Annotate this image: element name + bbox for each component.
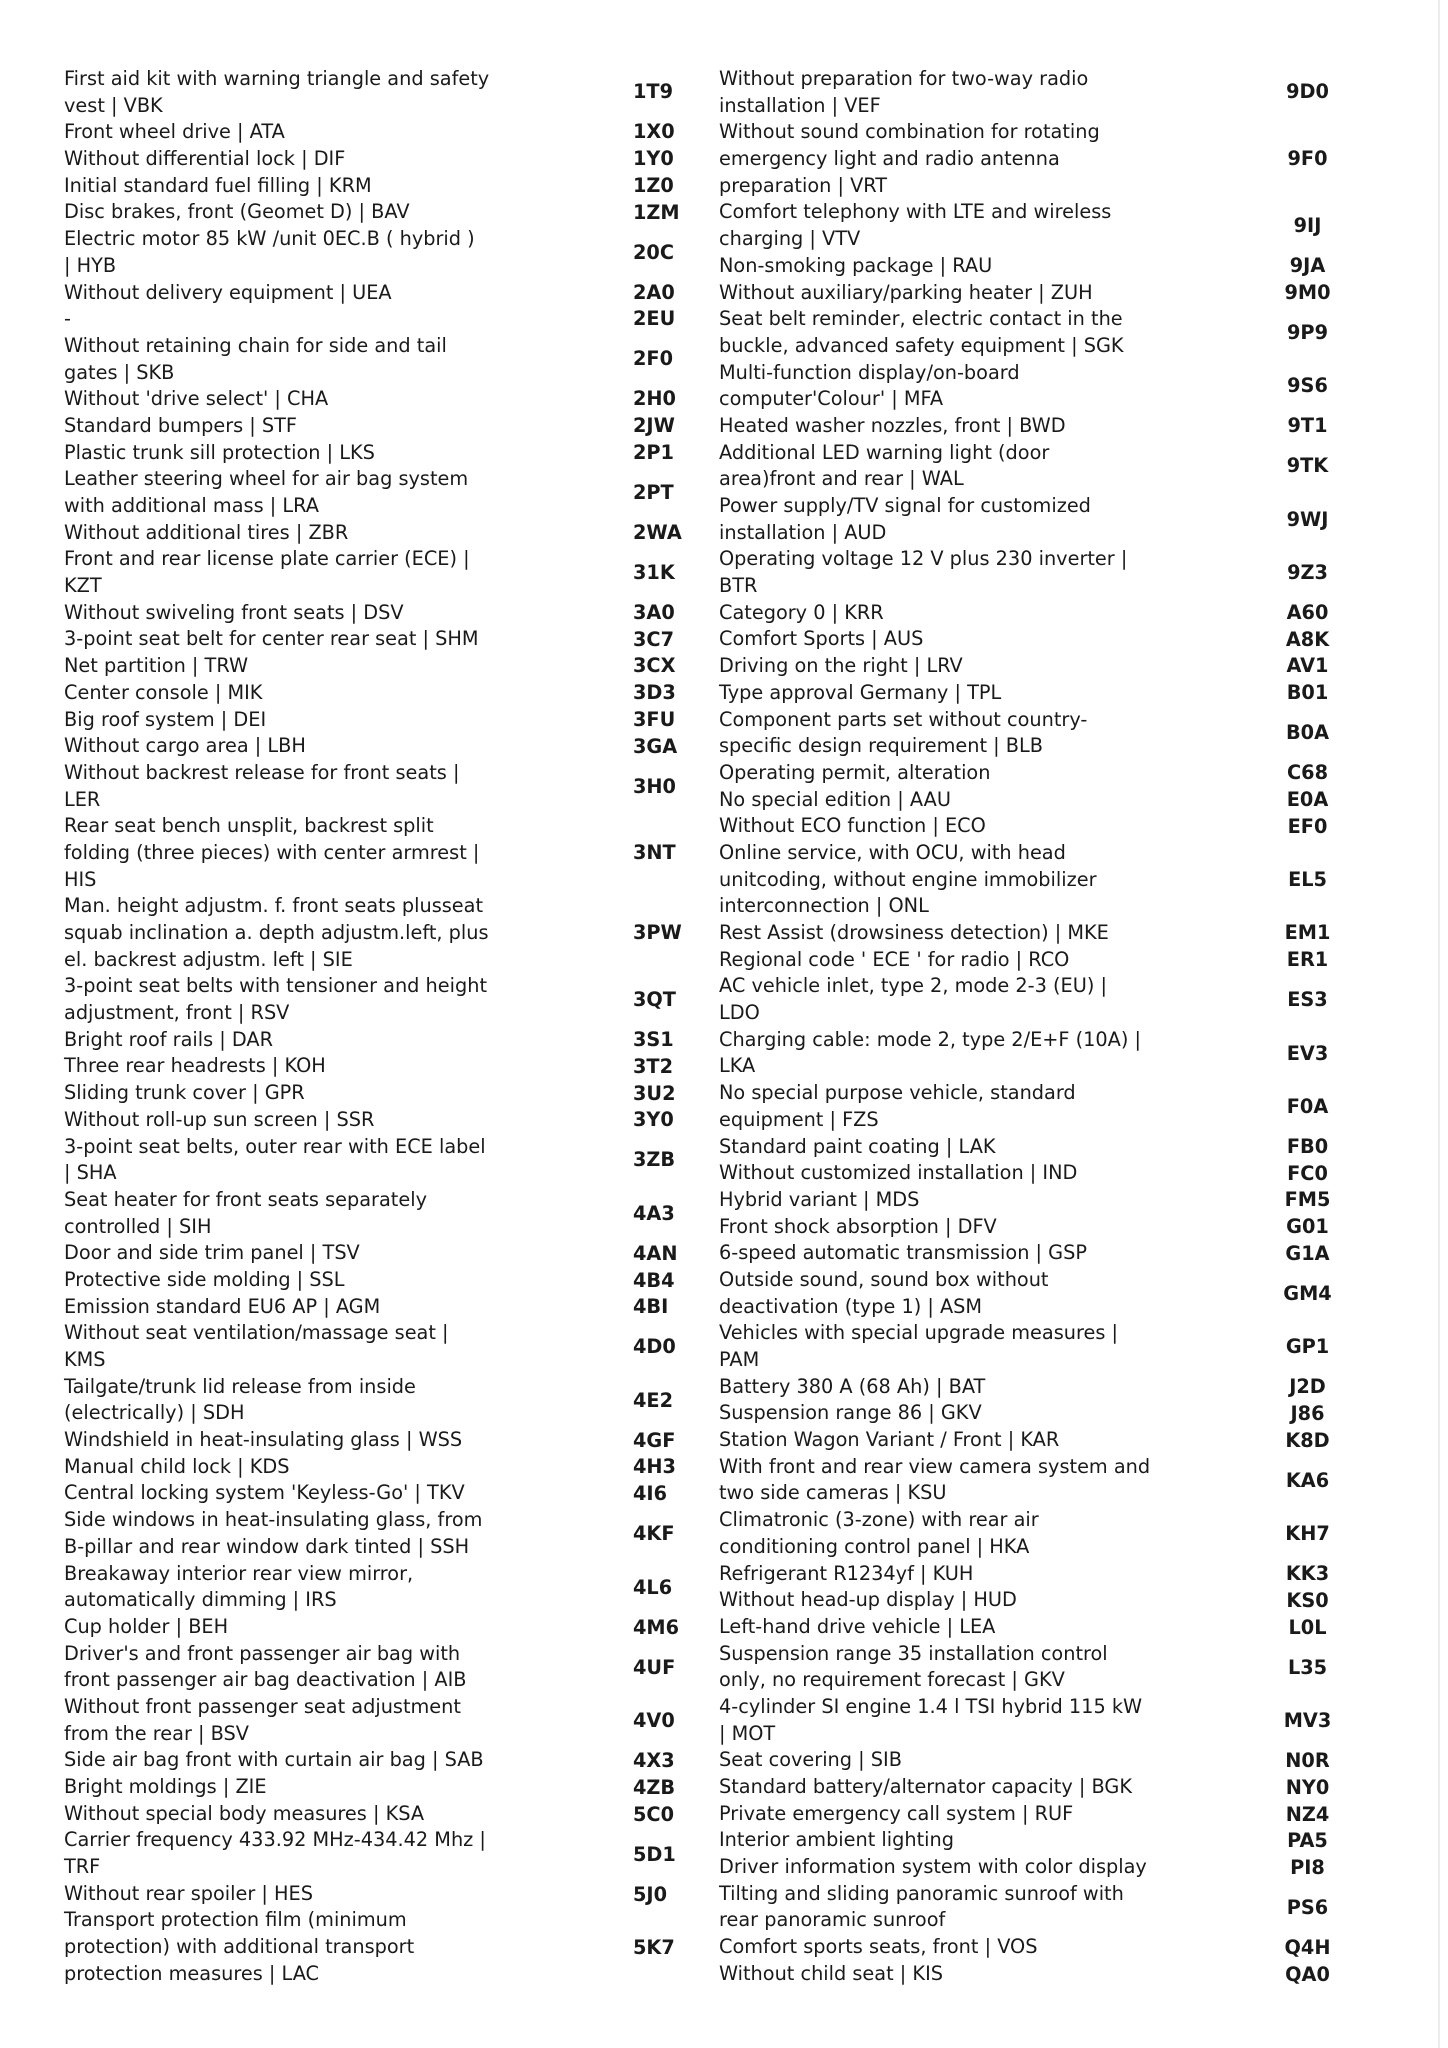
option-description-line: Without preparation for two-way radio — [719, 67, 1089, 90]
option-description-line: Online service, with OCU, with head — [719, 840, 1066, 864]
option-description-line: 3-point seat belts with tensioner and height — [64, 974, 488, 998]
option-code: KS0 — [1286, 1588, 1329, 1612]
option-code: 3S1 — [633, 1028, 674, 1052]
option-description-line: Without backrest release for front seats | — [64, 760, 460, 784]
option-description-line: AC vehicle inlet, type 2, mode 2-3 (EU) | — [719, 974, 1107, 998]
option-description-line: Plastic trunk sill protection | LKS — [64, 440, 375, 464]
option-code: 9IJ — [1293, 213, 1322, 237]
option-description-line: gates | SKB — [64, 360, 175, 384]
option-description-line: Without customized installation | IND — [719, 1161, 1078, 1185]
option-code: 4A3 — [633, 1201, 675, 1225]
option-description-line: Driving on the right | LRV — [719, 654, 963, 678]
option-description-line: Component parts set without country- — [719, 707, 1088, 731]
option-code: 9D0 — [1286, 80, 1329, 104]
option-code: 9JA — [1289, 253, 1326, 277]
option-description-line: Without roll-up sun screen | SSR — [64, 1107, 375, 1131]
option-description-line: Without 'drive select' | CHA — [64, 387, 329, 411]
option-description-line: Seat covering | SIB — [719, 1748, 902, 1772]
option-code: KA6 — [1285, 1468, 1330, 1492]
option-code: 4H3 — [633, 1455, 676, 1479]
option-description-line: Emission standard EU6 AP | AGM — [64, 1294, 381, 1318]
option-description-line: specific design requirement | BLB — [719, 734, 1043, 758]
option-code: 3C7 — [633, 627, 674, 651]
option-description-line: 3-point seat belt for center rear seat | SHM — [64, 627, 479, 651]
option-description-line: buckle, advanced safety equipment | SGK — [719, 333, 1124, 357]
option-description-line: Private emergency call system | RUF — [719, 1801, 1074, 1825]
option-description-line: Comfort telephony with LTE and wireless — [719, 200, 1112, 224]
option-code: A8K — [1285, 627, 1330, 651]
option-description-line: installation | AUD — [719, 520, 887, 544]
option-description-line: Without retaining chain for side and tail — [64, 333, 447, 357]
option-code: 9M0 — [1284, 280, 1331, 304]
option-description-line: LKA — [719, 1054, 756, 1078]
option-code: 4V0 — [633, 1709, 675, 1733]
option-description-line: Vehicles with special upgrade measures | — [719, 1321, 1119, 1345]
option-code: 1Z0 — [633, 173, 674, 197]
option-description-line: Left-hand drive vehicle | LEA — [719, 1614, 996, 1638]
option-description-line: | HYB — [64, 253, 117, 277]
option-code: L35 — [1287, 1655, 1328, 1679]
option-description-line: Sliding trunk cover | GPR — [64, 1081, 305, 1105]
option-description-line: Manual child lock | KDS — [64, 1454, 290, 1478]
option-description-line: Tailgate/trunk lid release from inside — [64, 1374, 416, 1398]
option-code: J2D — [1289, 1375, 1326, 1399]
option-description-line: automatically dimming | IRS — [64, 1588, 337, 1612]
option-code: FC0 — [1287, 1161, 1328, 1185]
option-description-line: Category 0 | KRR — [719, 600, 884, 624]
option-description-line: folding (three pieces) with center armrest | — [64, 840, 480, 864]
option-code: 3NT — [633, 841, 676, 865]
option-description-line: Regional code ' ECE ' for radio | RCO — [719, 947, 1070, 971]
option-description-line: BTR — [719, 574, 758, 598]
option-description-line: 6-speed automatic transmission | GSP — [719, 1241, 1087, 1265]
option-code: 4B4 — [633, 1268, 675, 1292]
option-description-line: Initial standard fuel filling | KRM — [64, 173, 372, 197]
option-description-line: Side air bag front with curtain air bag | SAB — [64, 1748, 484, 1772]
option-description-line: Bright moldings | ZIE — [64, 1775, 267, 1798]
option-code: 4M6 — [633, 1615, 680, 1639]
option-code: 2F0 — [633, 347, 674, 371]
option-description-line: rear panoramic sunroof — [719, 1908, 946, 1932]
option-description-line: Operating voltage 12 V plus 230 inverter | — [719, 547, 1128, 571]
option-code: 2JW — [633, 414, 675, 438]
option-description-line: Door and side trim panel | TSV — [64, 1241, 360, 1265]
option-code: B01 — [1286, 681, 1329, 705]
option-code: 1ZM — [633, 200, 680, 224]
option-code: 1X0 — [633, 120, 675, 144]
option-description-line: Non-smoking package | RAU — [719, 253, 993, 277]
option-code: 4KF — [633, 1522, 675, 1546]
option-code: 3D3 — [633, 681, 676, 705]
option-code: KK3 — [1285, 1562, 1330, 1586]
option-code: KH7 — [1285, 1522, 1330, 1546]
option-description-line: Without auxiliary/parking heater | ZUH — [719, 280, 1093, 304]
option-description-line: Without seat ventilation/massage seat | — [64, 1321, 449, 1345]
option-code: 9F0 — [1287, 147, 1328, 171]
option-description-line: Climatronic (3-zone) with rear air — [719, 1508, 1039, 1532]
option-description-line: Without rear spoiler | HES — [64, 1881, 313, 1905]
option-description-line: (electrically) | SDH — [64, 1401, 245, 1425]
option-code: 3ZB — [633, 1148, 676, 1172]
option-code: F0A — [1286, 1094, 1329, 1118]
option-description-line: First aid kit with warning triangle and safety — [64, 67, 490, 90]
option-description-line: installation | VEF — [719, 93, 881, 117]
option-description-line: Man. height adjustm. f. front seats plusseat — [64, 894, 484, 918]
option-description-line: area)front and rear | WAL — [719, 467, 964, 491]
option-code: ER1 — [1286, 948, 1329, 972]
option-description-line: emergency light and radio antenna — [719, 147, 1060, 171]
option-code: C68 — [1287, 761, 1328, 785]
option-description-line: Battery 380 A (68 Ah) | BAT — [719, 1374, 986, 1398]
option-description-line: 3-point seat belts, outer rear with ECE label — [64, 1134, 486, 1158]
option-description-line: Additional LED warning light (door — [719, 440, 1050, 464]
option-description-line: Bright roof rails | DAR — [64, 1027, 274, 1051]
option-code: 3PW — [633, 921, 682, 945]
option-description-line: Without head-up display | HUD — [719, 1588, 1017, 1612]
option-description-line: Net partition | TRW — [64, 654, 249, 678]
option-code: A60 — [1286, 601, 1329, 624]
option-code: 3Y0 — [633, 1108, 674, 1132]
option-description-line: protection) with additional transport — [64, 1935, 415, 1959]
option-code: 9Z3 — [1287, 560, 1328, 584]
option-description-line: KMS — [64, 1348, 106, 1371]
option-code: 5K7 — [633, 1936, 675, 1959]
option-code: 5C0 — [633, 1802, 674, 1826]
option-description-line: Center console | MIK — [64, 680, 263, 704]
option-description-line: Operating permit, alteration — [719, 760, 991, 784]
option-description-line: Standard battery/alternator capacity | BGK — [719, 1775, 1132, 1798]
option-code: 3GA — [633, 734, 678, 758]
option-code: 1T9 — [633, 80, 673, 104]
option-code: 9WJ — [1286, 507, 1329, 531]
option-code: PI8 — [1290, 1855, 1325, 1879]
option-code: GM4 — [1283, 1281, 1332, 1305]
option-description-line: el. backrest adjustm. left | SIE — [64, 947, 353, 971]
option-code: Q4H — [1284, 1936, 1331, 1959]
option-description-line: Without child seat | KIS — [719, 1961, 943, 1985]
option-description-line: LER — [64, 787, 101, 811]
option-code: 9P9 — [1287, 320, 1328, 344]
option-code: 4AN — [633, 1241, 678, 1265]
option-code: 3U2 — [633, 1081, 676, 1105]
option-description-line: Protective side molding | SSL — [64, 1267, 345, 1291]
option-description-line: preparation | VRT — [719, 173, 888, 197]
option-description-line: Charging cable: mode 2, type 2/E+F (10A) | — [719, 1027, 1142, 1051]
option-code: 5J0 — [633, 1882, 668, 1906]
option-description-line: equipment | FZS — [719, 1107, 879, 1131]
option-code: E0A — [1286, 787, 1329, 811]
option-description-line: Suspension range 35 installation control — [719, 1641, 1108, 1665]
option-description-line: Standard paint coating | LAK — [719, 1134, 996, 1158]
option-description-line: squab inclination a. depth adjustm.left, plus — [64, 921, 489, 944]
option-code: 2PT — [633, 480, 674, 504]
option-code: 5D1 — [633, 1842, 676, 1866]
option-code: 20C — [633, 240, 674, 264]
option-code: 2WA — [633, 520, 682, 544]
option-description-line: with additional mass | LRA — [64, 494, 319, 517]
option-description-line: Without sound combination for rotating — [719, 120, 1100, 144]
option-description-line: No special edition | AAU — [719, 787, 951, 811]
option-code: 9T1 — [1287, 414, 1328, 438]
option-code: 4I6 — [633, 1482, 668, 1506]
option-code: 2H0 — [633, 387, 676, 411]
option-description-line: Seat belt reminder, electric contact in the — [719, 307, 1123, 331]
option-code: FM5 — [1284, 1188, 1331, 1212]
option-code: PS6 — [1286, 1895, 1329, 1919]
option-description-line: conditioning control panel | HKA — [719, 1534, 1030, 1558]
option-description-line: Comfort Sports | AUS — [719, 627, 924, 651]
option-code: MV3 — [1283, 1709, 1332, 1733]
option-description-line: | MOT — [719, 1721, 776, 1745]
option-code: 1Y0 — [633, 147, 674, 171]
option-description-line: Without delivery equipment | UEA — [64, 280, 392, 304]
option-code: EM1 — [1284, 921, 1331, 945]
option-description-line: Driver's and front passenger air bag with — [64, 1641, 461, 1665]
option-description-line: interconnection | ONL — [719, 894, 929, 918]
option-code: 9TK — [1286, 454, 1329, 478]
option-code: K8D — [1285, 1428, 1330, 1452]
option-code: B0A — [1285, 721, 1330, 745]
option-code: GP1 — [1285, 1335, 1330, 1359]
option-description-line: Comfort sports seats, front | VOS — [719, 1935, 1038, 1959]
option-code: 4ZB — [633, 1775, 676, 1799]
option-description-line: Breakaway interior rear view mirror, — [64, 1561, 414, 1585]
option-description-line: Front and rear license plate carrier (ECE) | — [64, 547, 470, 571]
option-description-line: Suspension range 86 | GKV — [719, 1401, 982, 1425]
option-description-line: KZT — [64, 574, 102, 598]
option-description-line: Heated washer nozzles, front | BWD — [719, 413, 1066, 437]
option-description-line: - — [64, 307, 71, 331]
option-description-line: Without swiveling front seats | DSV — [64, 600, 404, 624]
option-code: 3FU — [633, 707, 676, 731]
option-code: 9S6 — [1287, 374, 1328, 398]
option-description-line: TRF — [64, 1855, 101, 1879]
option-code: 4L6 — [633, 1575, 673, 1599]
option-description-line: charging | VTV — [719, 227, 861, 251]
option-description-line: | SHA — [64, 1161, 117, 1185]
option-code: PA5 — [1287, 1829, 1328, 1853]
option-description-line: B-pillar and rear window dark tinted | SSH — [64, 1534, 470, 1558]
option-description-line: Leather steering wheel for air bag system — [64, 467, 469, 491]
option-code: L0L — [1288, 1615, 1327, 1639]
option-description-line: only, no requirement forecast | GKV — [719, 1668, 1065, 1692]
option-description-line: Without front passenger seat adjustment — [64, 1694, 461, 1718]
option-description-line: Big roof system | DEI — [64, 707, 267, 731]
option-code: AV1 — [1286, 654, 1329, 678]
option-description-line: protection measures | LAC — [64, 1961, 320, 1985]
option-description-line: Standard bumpers | STF — [64, 413, 298, 437]
option-description-line: two side cameras | KSU — [719, 1481, 947, 1505]
option-description-line: Multi-function display/on-board — [719, 360, 1020, 384]
option-code: 3H0 — [633, 774, 676, 798]
option-code: EV3 — [1286, 1041, 1329, 1065]
option-code: G01 — [1286, 1215, 1329, 1239]
option-code: 3QT — [633, 988, 676, 1012]
option-description-line: Without additional tires | ZBR — [64, 520, 349, 544]
option-description-line: Station Wagon Variant / Front | KAR — [719, 1428, 1060, 1452]
option-description-line: Power supply/TV signal for customized — [719, 494, 1091, 517]
option-code: 2A0 — [633, 280, 675, 304]
option-description-line: Outside sound, sound box without — [719, 1267, 1049, 1291]
option-description-line: Three rear headrests | KOH — [64, 1054, 326, 1078]
option-description-line: Rear seat bench unsplit, backrest split — [64, 814, 434, 838]
option-description-line: Type approval Germany | TPL — [719, 680, 1002, 704]
option-description-line: Carrier frequency 433.92 MHz-434.42 Mhz | — [64, 1828, 486, 1852]
option-description-line: With front and rear view camera system and — [719, 1454, 1151, 1478]
option-description-line: deactivation (type 1) | ASM — [719, 1294, 983, 1318]
option-description-line: Front shock absorption | DFV — [719, 1214, 997, 1238]
option-description-line: Rest Assist (drowsiness detection) | MKE — [719, 921, 1109, 944]
option-code: 3A0 — [633, 601, 675, 624]
right-description-column — [719, 66, 1330, 1988]
option-description-line: Front wheel drive | ATA — [64, 120, 285, 144]
option-description-line: Driver information system with color display — [719, 1855, 1147, 1879]
option-description-line: Central locking system 'Keyless-Go' | TKV — [64, 1481, 465, 1505]
option-code: 31K — [633, 560, 675, 584]
option-code: 4BI — [633, 1295, 669, 1319]
option-description-line: No special purpose vehicle, standard — [719, 1081, 1076, 1105]
option-code: 3T2 — [633, 1054, 673, 1078]
option-description-line: controlled | SIH — [64, 1214, 212, 1238]
option-code: NZ4 — [1285, 1802, 1330, 1826]
option-code: 4UF — [633, 1655, 676, 1679]
option-description-line: Disc brakes, front (Geomet D) | BAV — [64, 200, 410, 224]
option-description-line: Without cargo area | LBH — [64, 734, 306, 758]
option-description-line: Electric motor 85 kW /unit 0EC.B ( hybrid ) — [64, 227, 475, 251]
option-description-line: HIS — [64, 867, 97, 891]
option-description-line: LDO — [719, 1001, 760, 1025]
option-description-line: adjustment, front | RSV — [64, 1001, 290, 1025]
option-code: 3CX — [633, 654, 676, 678]
option-description-line: PAM — [719, 1348, 760, 1371]
option-code: FB0 — [1286, 1135, 1329, 1158]
option-code: 4X3 — [633, 1749, 675, 1773]
option-description-line: Transport protection film (minimum — [64, 1908, 407, 1932]
option-code: EL5 — [1288, 868, 1327, 891]
left-description-column — [64, 66, 525, 1988]
option-description-line: vest | VBK — [64, 93, 163, 117]
option-code: 2EU — [633, 307, 676, 331]
option-description-line: Tilting and sliding panoramic sunroof with — [719, 1881, 1124, 1905]
option-code: QA0 — [1285, 1962, 1330, 1986]
option-description-line: Without differential lock | DIF — [64, 147, 346, 171]
option-code: 2P1 — [633, 440, 674, 464]
page-edge — [1438, 0, 1440, 2048]
option-code: 4E2 — [633, 1388, 674, 1412]
option-code: EF0 — [1287, 814, 1328, 838]
option-description-line: Interior ambient lighting — [719, 1828, 954, 1852]
option-description-line: front passenger air bag deactivation | AIB — [64, 1668, 467, 1692]
option-code: ES3 — [1287, 988, 1328, 1012]
option-code: 4D0 — [633, 1335, 676, 1359]
option-description-line: Side windows in heat-insulating glass, from — [64, 1508, 483, 1532]
option-description-line: computer'Colour' | MFA — [719, 387, 944, 411]
option-description-line: Refrigerant R1234yf | KUH — [719, 1561, 974, 1585]
option-description-line: Without special body measures | KSA — [64, 1801, 425, 1825]
option-description-line: Hybrid variant | MDS — [719, 1187, 920, 1211]
option-code: J86 — [1290, 1402, 1325, 1425]
option-description-line: Windshield in heat-insulating glass | WSS — [64, 1428, 463, 1452]
option-description-line: 4-cylinder SI engine 1.4 l TSI hybrid 115 kW — [719, 1694, 1143, 1718]
option-description-line: unitcoding, without engine immobilizer — [719, 867, 1097, 891]
option-description-line: from the rear | BSV — [64, 1721, 249, 1745]
option-code: N0R — [1285, 1749, 1330, 1773]
option-description-line: Seat heater for front seats separately — [64, 1187, 427, 1211]
option-description-line: Cup holder | BEH — [64, 1614, 229, 1638]
option-description-line: Without ECO function | ECO — [719, 814, 986, 838]
option-code: G1A — [1285, 1241, 1330, 1265]
option-code: 4GF — [633, 1428, 676, 1452]
option-code: NY0 — [1285, 1775, 1330, 1799]
